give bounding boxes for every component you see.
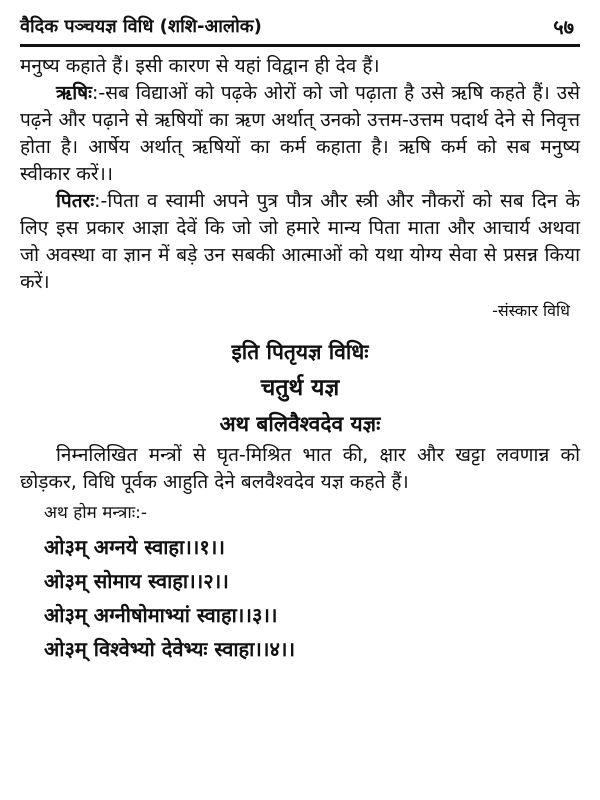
term-pitar: पितरः [56, 190, 95, 212]
mantra-line: ओ३म् सोमाय स्वाहा।।२।। [44, 569, 229, 593]
running-title: वैदिक पञ्चयज्ञ विधि (शशि-आलोक) [20, 16, 262, 37]
paragraph-pitar-text: :-पिता व स्वामी अपने पुत्र पौत्र और स्त्री और नौकरों को सब दिन के लिए इस प्रकार आज्ञा देवें कि जो जो हमारे मान्य पिता माता और आचार्य अथवा जो अवस्था वा ज्ञान में बड़े उन सबकी आत्माओं को यथा योग्य सेवा से प्रसन्न किया करें। [20, 190, 580, 293]
paragraph-balivaishvadeva: निम्नलिखित मन्त्रों से घृत-मिश्रित भात की, क्षार और खट्टा लवणान्न को छोड़कर, विधि पूर्वक आहुति देने बलवैश्वदेव यज्ञ कहते हैं। [20, 444, 580, 493]
section-end-heading: इति पितृयज्ञ विधिः [231, 340, 369, 364]
book-page [20, 16, 580, 666]
mantras-title: अथ होम मन्त्राः:- [44, 503, 148, 523]
source-citation: -संस्कार विधि [492, 301, 570, 320]
term-rishi: ऋषिः [56, 82, 92, 104]
section-heading: चतुर्थ यज्ञ [260, 375, 340, 401]
mantra-line: ओ३म् अग्नीषोमाभ्यां स्वाहा।।३।। [44, 603, 278, 627]
paragraph-rishi-text: :-सब विद्याओं को पढ़के ओरों को जो पढ़ाता है उसे ऋषि कहते हैं। उसे पढ़ने और पढ़ाने से ऋषियों का ऋण अर्थात् उनको उत्तम-उत्तम पदार्थ देने से निवृत्त होता है। आर्षेय अर्थात् ऋषियों का कर्म कहाता है। ऋषि कर्म को सब मनुष्य स्वीकार करें।। [20, 82, 580, 185]
mantra-line: ओ३म् अग्नये स्वाहा।।१।। [44, 535, 225, 559]
paragraph-rishi [20, 80, 580, 188]
page-header [20, 16, 580, 47]
section-subheading: अथ बलिवैश्वदेव यज्ञः [219, 412, 381, 436]
mantra-line: ओ३म् विश्वेभ्यो देवेभ्यः स्वाहा।।४।। [44, 637, 296, 661]
page-body [20, 47, 580, 666]
paragraph-continued: मनुष्य कहाते हैं। इसी कारण से यहां विद्वान ही देव हैं। [20, 55, 380, 77]
paragraph-pitar [20, 188, 580, 296]
page-number: ५७ [553, 15, 574, 39]
